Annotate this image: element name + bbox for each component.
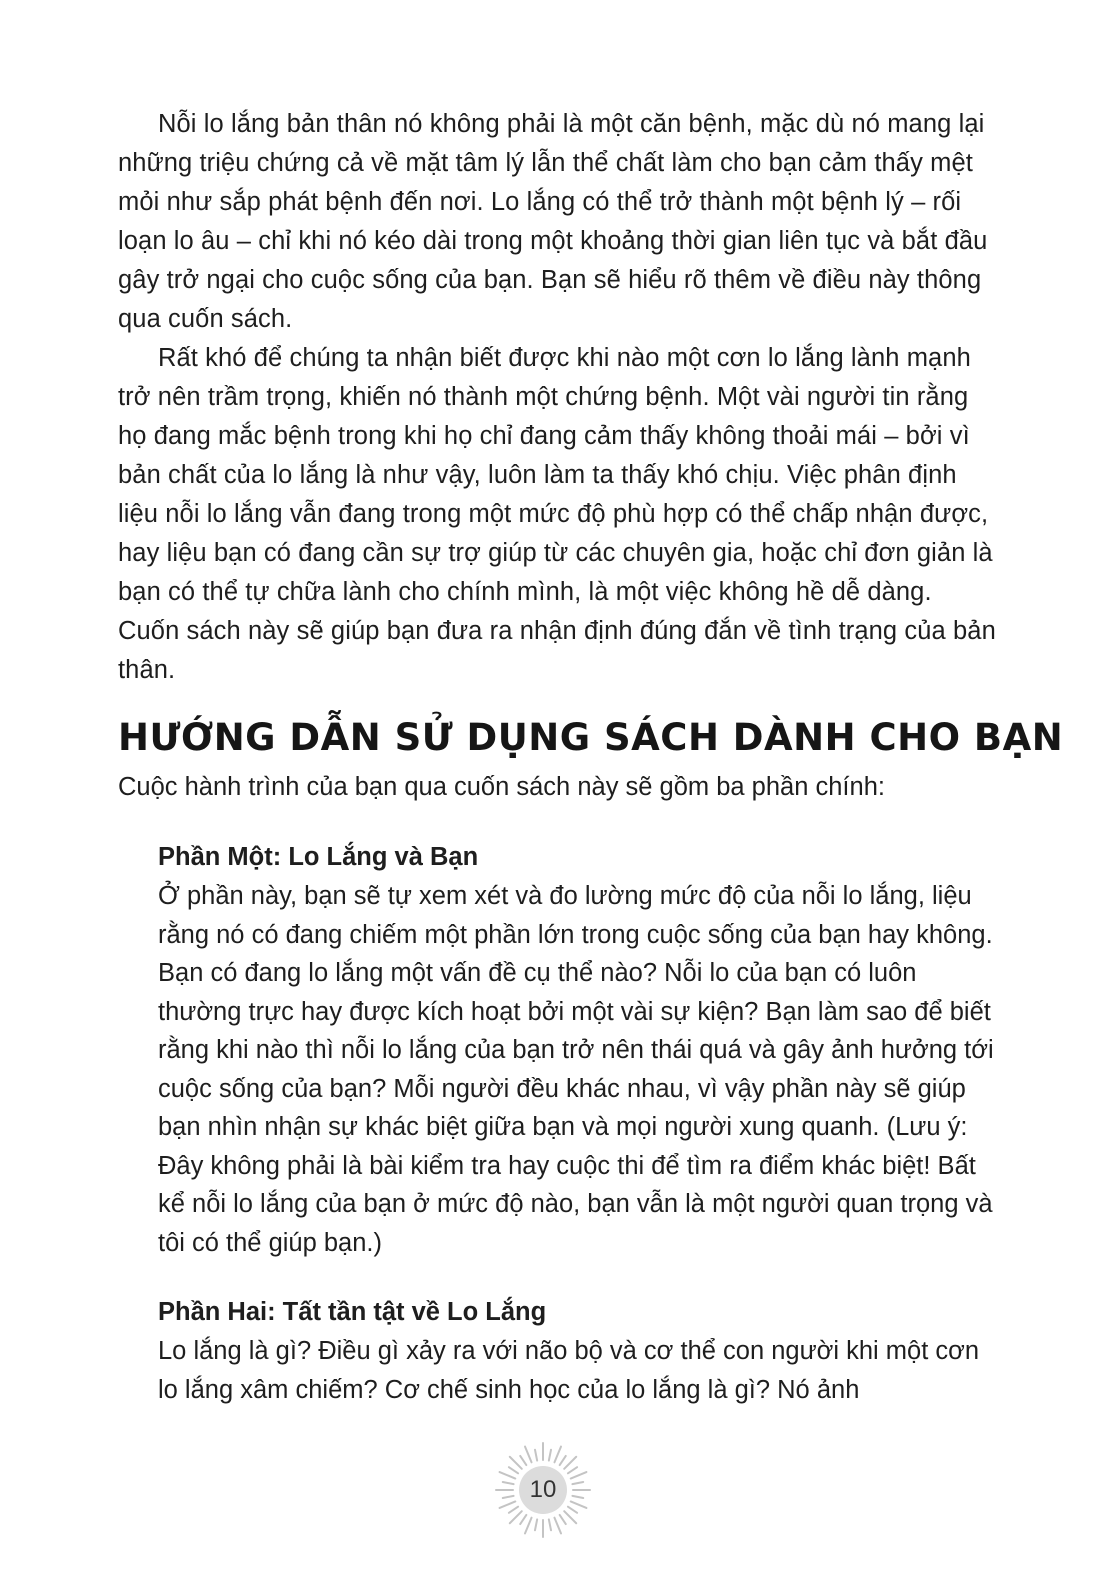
body-paragraph-1: Nỗi lo lắng bản thân nó không phải là một căn bệnh, mặc dù nó mang lại những triệu chứng cả về mặt tâm lý lẫn thể chất làm cho bạn cảm thấy mệt mỏi như sắp phát bệnh đến nơi. Lo lắng có thể trở thành một bệnh lý – rối loạn lo âu – chỉ khi nó kéo dài trong một khoảng thời gian liên tục và bắt đầu gây trở ngại cho cuộc sống của bạn. Bạn sẽ hiểu rõ thêm về điều này thông qua cuốn sách. bbox=[118, 110, 988, 333]
body-paragraph-2: Rất khó để chúng ta nhận biết được khi nào một cơn lo lắng lành mạnh trở nên trầm trọng, khiến nó thành một chứng bệnh. Một vài người tin rằng họ đang mắc bệnh trong khi họ chỉ đang cảm thấy không thoải mái – bởi vì bản chất của lo lắng là như vậy, luôn làm ta thấy khó chịu. Việc phân định liệu nỗi lo lắng vẫn đang trong một mức độ phù hợp có thể chấp nhận được, hay liệu bạn có đang cần sự trợ giúp từ các chuyên gia, hoặc chỉ đơn giản là bạn có thể tự chữa lành cho chính mình, là một việc không hề dễ dàng. Cuốn sách này sẽ giúp bạn đưa ra nhận định đúng đắn về tình trạng của bản thân. bbox=[118, 344, 996, 684]
part-two-title: Phần Hai: Tất tần tật về Lo Lắng bbox=[158, 1298, 547, 1326]
part-one-block bbox=[158, 837, 998, 1262]
part-two-block bbox=[158, 1292, 998, 1409]
page-number-badge bbox=[493, 1440, 593, 1540]
part-one-title: Phần Một: Lo Lắng và Bạn bbox=[158, 843, 479, 871]
section-heading: HƯỚNG DẪN SỬ DỤNG SÁCH DÀNH CHO BẠN bbox=[118, 716, 1064, 759]
section-intro: Cuộc hành trình của bạn qua cuốn sách này sẽ gồm ba phần chính: bbox=[118, 773, 885, 801]
page-number: 10 bbox=[529, 1476, 557, 1503]
part-one-body: Ở phần này, bạn sẽ tự xem xét và đo lường mức độ của nỗi lo lắng, liệu rằng nó có đang chiếm một phần lớn trong cuộc sống của bạn hay không. Bạn có đang lo lắng một vấn đề cụ thể nào? Nỗi lo của bạn có luôn thường trực hay được kích hoạt bởi một vài sự kiện? Bạn làm sao để biết rằng khi nào thì nỗi lo lắng của bạn trở nên thái quá và gây ảnh hưởng tới cuộc sống của bạn? Mỗi người đều khác nhau, vì vậy phần này sẽ giúp bạn nhìn nhận sự khác biệt giữa bạn và mọi người xung quanh. (Lưu ý: Đây không phải là bài kiểm tra hay cuộc thi để tìm ra điểm khác biệt! Bất kể nỗi lo lắng của bạn ở mức độ nào, bạn vẫn là một người quan trọng và tôi có thể giúp bạn.) bbox=[158, 882, 994, 1257]
part-two-body: Lo lắng là gì? Điều gì xảy ra với não bộ và cơ thể con người khi một cơn lo lắng xâm chiếm? Cơ chế sinh học của lo lắng là gì? Nó ảnh bbox=[158, 1337, 980, 1404]
page-content bbox=[118, 105, 1064, 1409]
